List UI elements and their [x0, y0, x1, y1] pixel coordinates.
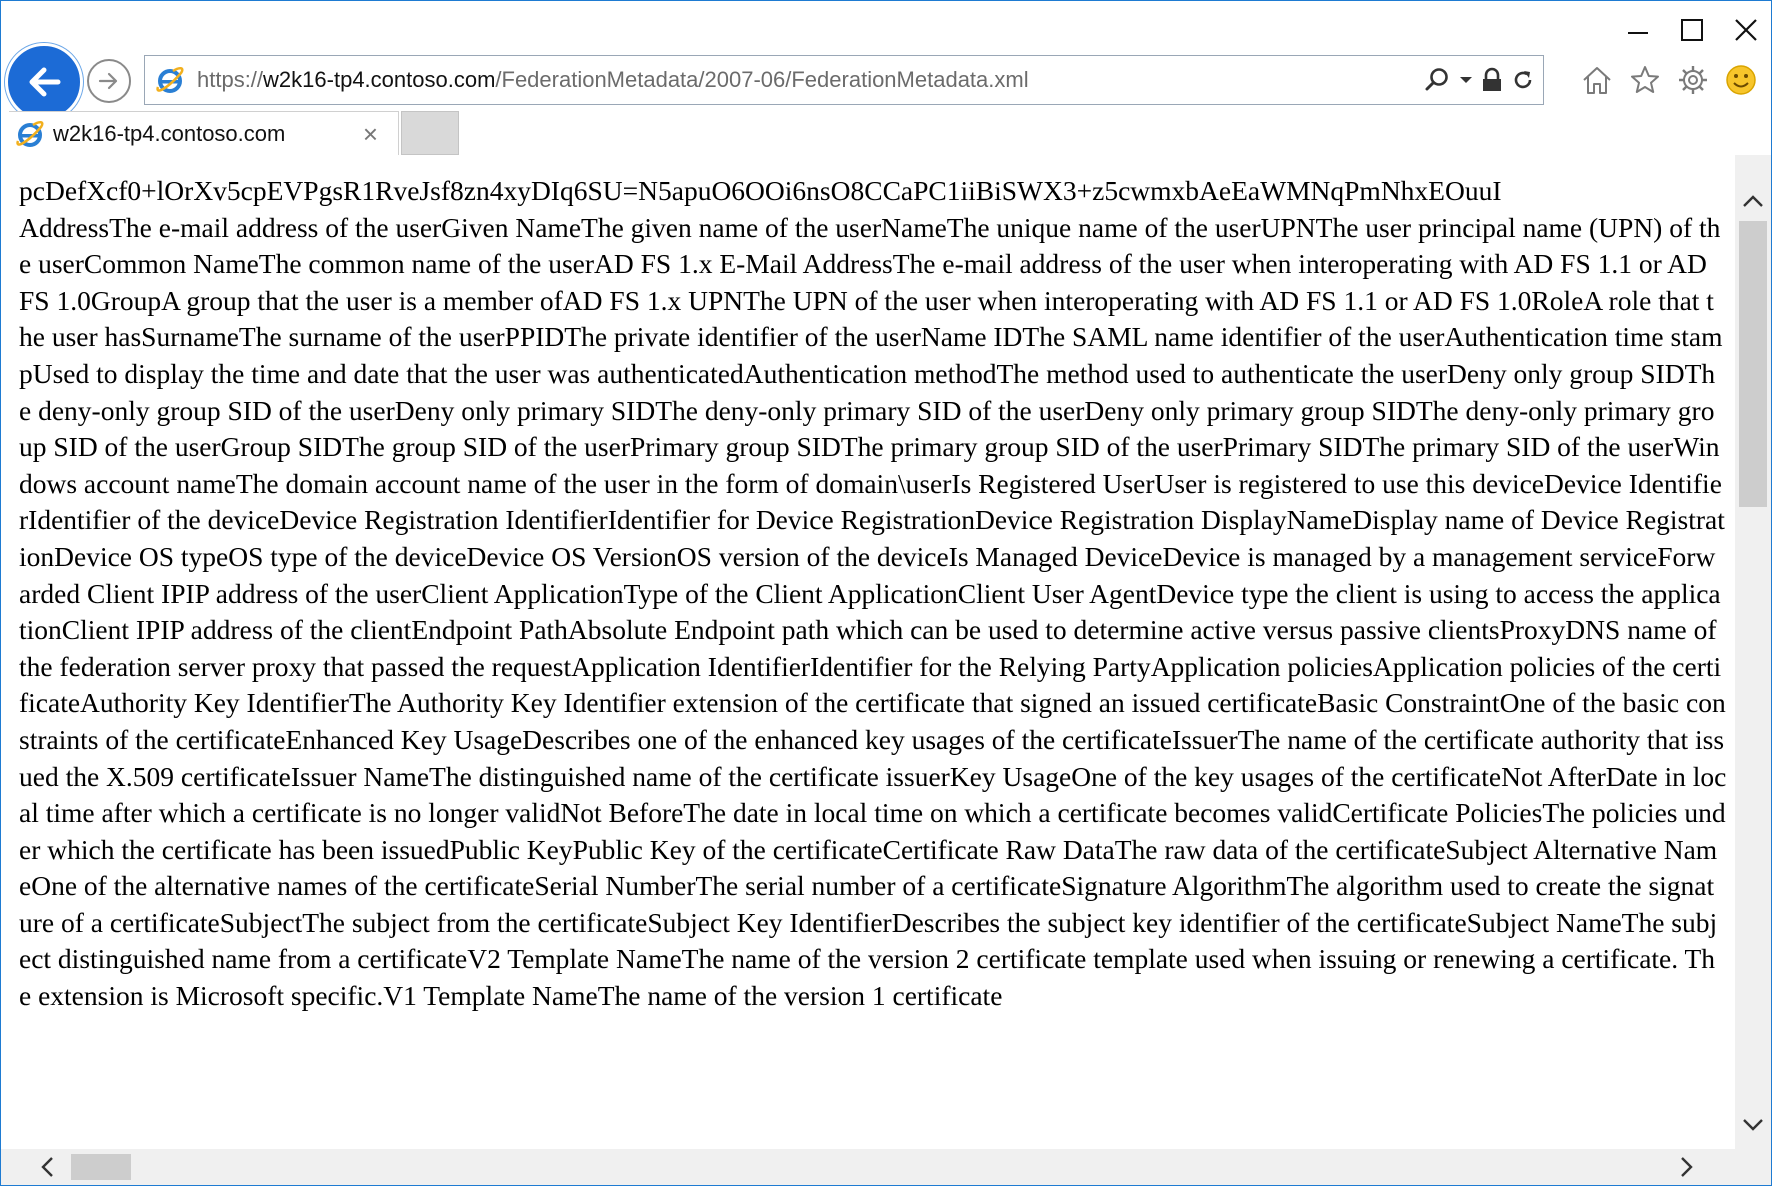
back-button[interactable]: [5, 43, 83, 121]
address-tools: [1415, 56, 1535, 104]
scroll-down-button[interactable]: [1735, 1107, 1771, 1143]
vertical-scroll-thumb[interactable]: [1739, 221, 1767, 507]
new-tab-button[interactable]: [401, 111, 459, 155]
navigation-bar: [1, 41, 1771, 111]
tab-close-button[interactable]: ×: [362, 119, 378, 149]
url-path: /FederationMetadata/2007-06/FederationMetadata.xml: [495, 67, 1029, 92]
url-scheme: https://: [197, 67, 264, 92]
browser-tools: [1573, 55, 1765, 105]
chevron-right-icon: [1680, 1156, 1694, 1178]
tab-active[interactable]: [9, 111, 399, 155]
favorites-button[interactable]: [1621, 56, 1669, 104]
security-lock-button[interactable]: [1481, 67, 1503, 93]
minimize-icon: [1628, 32, 1648, 34]
chevron-down-icon: [1742, 1118, 1764, 1132]
url-text[interactable]: [197, 56, 1029, 104]
refresh-button[interactable]: [1511, 68, 1535, 92]
search-dropdown-button[interactable]: [1459, 75, 1473, 85]
forward-arrow-icon: [96, 68, 122, 94]
url-host: w2k16-tp4.contoso.com: [263, 67, 496, 92]
tab-bar: [1, 111, 1771, 155]
content-body: AddressThe e-mail address of the userGiven NameThe given name of the userNameThe unique name of the userUPNThe user principal name (UPN) of the userCommon NameThe common name of the userAD FS 1.x E-Mail AddressThe e-mail address of the user when interoperating with AD FS 1.1 or AD FS 1.0GroupA group that the user is a member ofAD FS 1.x UPNThe UPN of the user when interoperating with AD FS 1.1 or AD FS 1.0RoleA role that the user hasSurnameThe surname of the userPPIDThe private identifier of the userName IDThe SAML name identifier of the userAuthentication time stampUsed to display the time and date that the user was authenticatedAuthentication methodThe method used to authenticate the userDeny only group SIDThe deny-only group SID of the userDeny only primary SIDThe deny-only primary SID of the userDeny only primary group SIDThe deny-only primary group SID of the userGroup SIDThe group SID of the userPrimary group SIDThe primary group SID of the userPrimary SIDThe primary SID of the userWindows account nameThe domain account name of the user in the form of domain\userIs Registered UserUser is registered to use this deviceDevice IdentifierIdentifier of the deviceDevice Registration IdentifierIdentifier for Device RegistrationDevice Registration DisplayNameDisplay name of Device RegistrationDevice OS typeOS type of the deviceDevice OS VersionOS version of the deviceIs Managed DeviceDevice is managed by a management serviceForwarded Client IPIP address of the userClient ApplicationType of the Client ApplicationClient User AgentDevice type the client is using to access the applicationClient IPIP address of the clientEndpoint PathAbsolute Endpoint path which can be used to determine active versus passive clientsProxyDNS name of the federation server proxy that passed the requestApplication IdentifierIdentifier for the Relying PartyApplication policiesApplication policies of the certificateAuthority Key IdentifierThe Authority Key Identifier extension of the certificate that signed an issued certificateBasic ConstraintOne of the basic constraints of the certificateEnhanced Key UsageDescribes one of the enhanced key usages of the certificateIssuerThe name of the certificate authority that issued the X.509 certificateIssuer NameThe distinguished name of the certificate issuerKey UsageOne of the key usages of the certificateNot AfterDate in local time after which a certificate is no longer validNot BeforeThe date in local time on which a certificate becomes validCertificate PoliciesThe policies under which the certificate has been issuedPublic KeyPublic Key of the certificateCertificate Raw DataThe raw data of the certificateSubject Alternative NameOne of the alternative names of the certificateSerial NumberThe serial number of a certificateSignature AlgorithmThe algorithm used to create the signature of a certificateSubjectThe subject from the certificateSubject Key IdentifierDescribes the subject key identifier of the certificateSubject NameThe subject distinguished name from a certificateV2 Template NameThe name of the version 2 certificate template used when issuing or renewing a certificate. The extension is Microsoft specific.V1 Template NameThe name of the version 1 certificate: [19, 211, 1727, 1012]
home-button[interactable]: [1573, 56, 1621, 104]
internet-explorer-icon: [15, 119, 45, 149]
star-icon: [1629, 64, 1661, 96]
maximize-icon: [1681, 19, 1703, 41]
internet-explorer-icon: [155, 65, 185, 95]
search-icon: [1423, 66, 1451, 94]
forward-button[interactable]: [87, 59, 131, 103]
chevron-down-icon: [1459, 75, 1473, 85]
settings-button[interactable]: [1669, 56, 1717, 104]
chevron-up-icon: [1742, 194, 1764, 208]
lock-icon: [1481, 67, 1503, 93]
feedback-button[interactable]: [1717, 56, 1765, 104]
tab-title: w2k16-tp4.contoso.com: [53, 121, 286, 146]
vertical-scrollbar[interactable]: [1735, 155, 1771, 1151]
chevron-left-icon: [40, 1156, 54, 1178]
refresh-icon: [1511, 68, 1535, 92]
back-arrow-icon: [24, 62, 64, 102]
smiley-icon: [1725, 64, 1757, 96]
content-first-line: pcDefXcf0+lOrXv5cpEVPgsR1RveJsf8zn4xyDIq6SU=N5apuO6OOi6nsO8CCaPC1iiBiSWX3+z5cwmxbAeEaWMNqPmNhxEOuuI: [19, 175, 1502, 206]
close-icon: [1734, 18, 1758, 42]
xml-rendered-text: [19, 173, 1727, 1015]
address-bar[interactable]: [144, 55, 1544, 105]
page-content: [1, 155, 1735, 1151]
scroll-right-button[interactable]: [1669, 1149, 1705, 1185]
home-icon: [1581, 65, 1613, 95]
scrollbar-corner: [1735, 1149, 1771, 1185]
scroll-left-button[interactable]: [29, 1149, 65, 1185]
horizontal-scrollbar[interactable]: [1, 1149, 1735, 1185]
horizontal-scroll-thumb[interactable]: [71, 1154, 131, 1180]
search-button[interactable]: [1423, 66, 1451, 94]
scroll-up-button[interactable]: [1735, 183, 1771, 219]
gear-icon: [1677, 64, 1709, 96]
